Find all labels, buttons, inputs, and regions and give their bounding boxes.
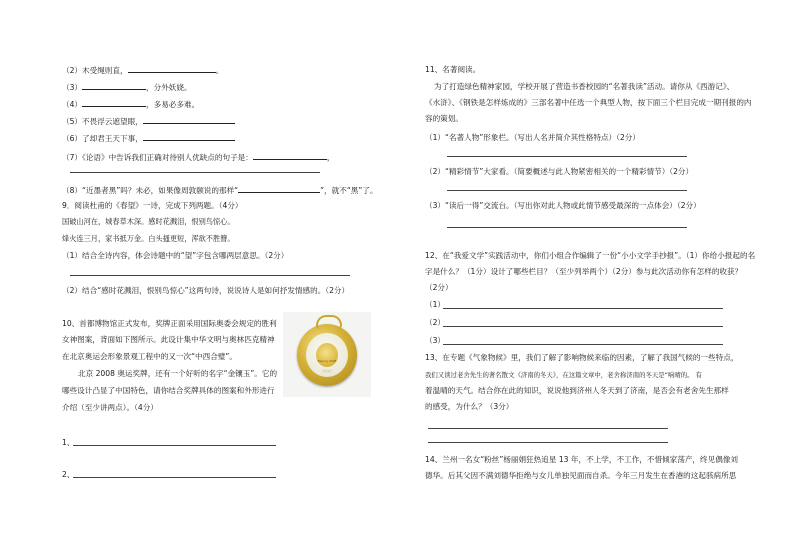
q8-blank[interactable]	[238, 184, 320, 193]
q10-line-4: 北京 2008 奥运奖牌，还有一个好听的名字“金镶玉”。它的	[78, 369, 278, 378]
q10-line-3: 在北京奥运会形象景观工程中的又一次“中西合璧”。	[62, 352, 237, 361]
q3-line	[62, 81, 192, 93]
q7-line	[62, 151, 334, 163]
q11-1-prompt: （1）“名著人物”形象栏。（写出人名并简介其性格特点）（2分）	[425, 133, 640, 142]
q5-blank[interactable]	[143, 115, 235, 124]
q8-text: （8）“近墨者黑”吗？未必，如果像周敦颐说的那样“	[62, 186, 239, 195]
q12-line-3: （2分）	[425, 283, 453, 292]
q11-3-prompt: （3）“读后一得”交流台。（写出你对此人物或此情节感受最深的一点体会）（2分）	[425, 201, 701, 210]
q7-text: （7）《论语》中告诉我们正确对待别人优缺点的句子是：	[62, 153, 253, 162]
q5-line	[62, 115, 235, 127]
q5-text: （5）不畏浮云遮望眼，	[62, 117, 143, 126]
q2-blank[interactable]	[128, 64, 216, 73]
q11-line-3: 容的策划。	[425, 114, 463, 123]
q2-line	[62, 64, 223, 76]
q11-line-2: 《水浒》、《钢铁是怎样炼成的》三部名著中任选一个典型人物，按下面三个栏目完成一期刊报的内	[425, 98, 752, 107]
q2-text: （2）木受绳则直，	[62, 66, 128, 75]
q6-line	[62, 132, 235, 144]
q10-answer-2-label: 2、	[62, 470, 75, 479]
q4-end: ，多易必多难。	[146, 100, 200, 109]
q4-line	[62, 98, 199, 110]
medal-hanger-loop	[316, 315, 342, 329]
medal-image	[283, 312, 371, 397]
q13-line-4: 的感受，为什么？（3分）	[425, 402, 514, 411]
q2-end: 。	[215, 66, 224, 75]
q13-answer-line-1[interactable]	[428, 428, 668, 429]
q7-blank-1[interactable]	[253, 151, 327, 160]
q8-end: ”，就不“黑”了。	[320, 186, 378, 195]
poem-line-1: 国破山河在，城春草木深。感时花溅泪，恨别鸟惊心。	[62, 217, 235, 226]
q12-n3-label: （3）	[425, 336, 446, 345]
q11-2-answer-line[interactable]	[447, 190, 687, 191]
q3-end: ，分外妖娆。	[146, 83, 192, 92]
q3-blank[interactable]	[82, 81, 146, 90]
q10-answer-1-line[interactable]	[73, 445, 276, 446]
q12-answer-line-3[interactable]	[443, 344, 723, 345]
q12-answer-line-1[interactable]	[443, 308, 723, 309]
medal-gold-center	[316, 343, 338, 367]
q12-n2-label: （2）	[425, 318, 446, 327]
q7-blank-2[interactable]	[70, 172, 320, 173]
medal-emblem-text: Beijing 2008	[317, 359, 337, 363]
q9-1-prompt: （1）结合全诗内容，体会诗题中的“望”字包含哪两层意思。（2分）	[62, 251, 289, 260]
q10-line-5: 哪些设计凸显了中国特色，请你结合奖牌具体的图案和外形进行	[62, 386, 275, 395]
medal-jade-disc	[306, 333, 348, 377]
q11-1-answer-line[interactable]	[447, 156, 687, 157]
q6-blank[interactable]	[143, 132, 235, 141]
q10-answer-2-line[interactable]	[73, 477, 276, 478]
q12-answer-line-2[interactable]	[443, 326, 723, 327]
q12-n1-label: （1）	[425, 300, 446, 309]
q10-line-2: 女神图案，背面如下图所示。此设计集中华文明与奥林匹克精神	[62, 335, 275, 344]
q12-line-1: 12、在“我爱文学”实践活动中，你们小组合作编辑了一份“小小文学手抄报”。（1）你给小报起的名	[425, 251, 756, 260]
q13-line-1: 13、在专题《气象物候》里，我们了解了影响物候来临的因素，了解了我国气候的一些特点，	[425, 353, 739, 362]
q4-text: （4）	[62, 100, 83, 109]
q10-answer-1-label: 1、	[62, 438, 75, 447]
q11-2-prompt: （2）“精彩情节”大家看。（简要概述与此人物紧密相关的一个精彩情节）（2分）	[425, 167, 694, 176]
q12-line-2: 字是什么？（1分）设计了哪些栏目？（至少列举两个）（2分）参与此次活动你有怎样的收获？	[425, 267, 743, 276]
q10-line-6: 介绍（至少讲两点）。（4分）	[62, 403, 158, 412]
q9-1-answer-line[interactable]	[70, 275, 350, 276]
q8-line	[62, 184, 377, 196]
olympic-rings-icon: ○○○	[322, 369, 332, 373]
q4-blank[interactable]	[82, 98, 146, 107]
q14-line-1: 14、兰州一名女“粉丝”杨丽娟狂热追星 13 年，不上学，不工作，不惜倾家荡产，终见偶像刘	[425, 455, 738, 464]
q9-2-prompt: （2）结合“感时花溅泪，恨别鸟惊心”这两句诗，说说诗人是如何抒发情感的。（2分）	[62, 286, 350, 295]
q13-line-3: 着温晴的天气。结合你在此的知识，说说他到济州人冬天到了济南，是否会有老舍先生那样	[425, 386, 729, 395]
q9-title: 9．阅读杜甫的《春望》一诗，完成下列两题。（4分）	[62, 201, 243, 210]
q6-text: （6）了却君王天下事，	[62, 134, 143, 143]
q13-answer-line-2[interactable]	[428, 442, 668, 443]
q11-title: 11、名著阅读。	[425, 65, 481, 74]
poem-line-2: 烽火连三月，家书抵万金。白头搔更短，浑欲不胜簪。	[62, 234, 235, 243]
medal-gold-ring	[297, 324, 357, 386]
q13-line-2: 我们又读过老舍先生的著名散文《济南的冬天》，在这篇文章中，老舍称济南的冬天是“响晴的。 有	[425, 371, 702, 379]
q3-text: （3）	[62, 83, 83, 92]
q14-line-2: 德华。后其父因不满刘德华拒绝与女儿单独见面而自杀。今年三月发生在香港的这起骇病所思	[425, 471, 737, 480]
q7-comma: ，	[326, 153, 335, 162]
q11-3-answer-line[interactable]	[447, 227, 687, 228]
q10-line-1: 10、首都博物馆正式发布，奖牌正面采用国际奥委会规定的胜利	[62, 319, 277, 328]
q11-line-1: 为了打造绿色精神家园，学校开展了营造书香校园的“名著我读”活动。请你从《西游记》、	[434, 82, 735, 91]
